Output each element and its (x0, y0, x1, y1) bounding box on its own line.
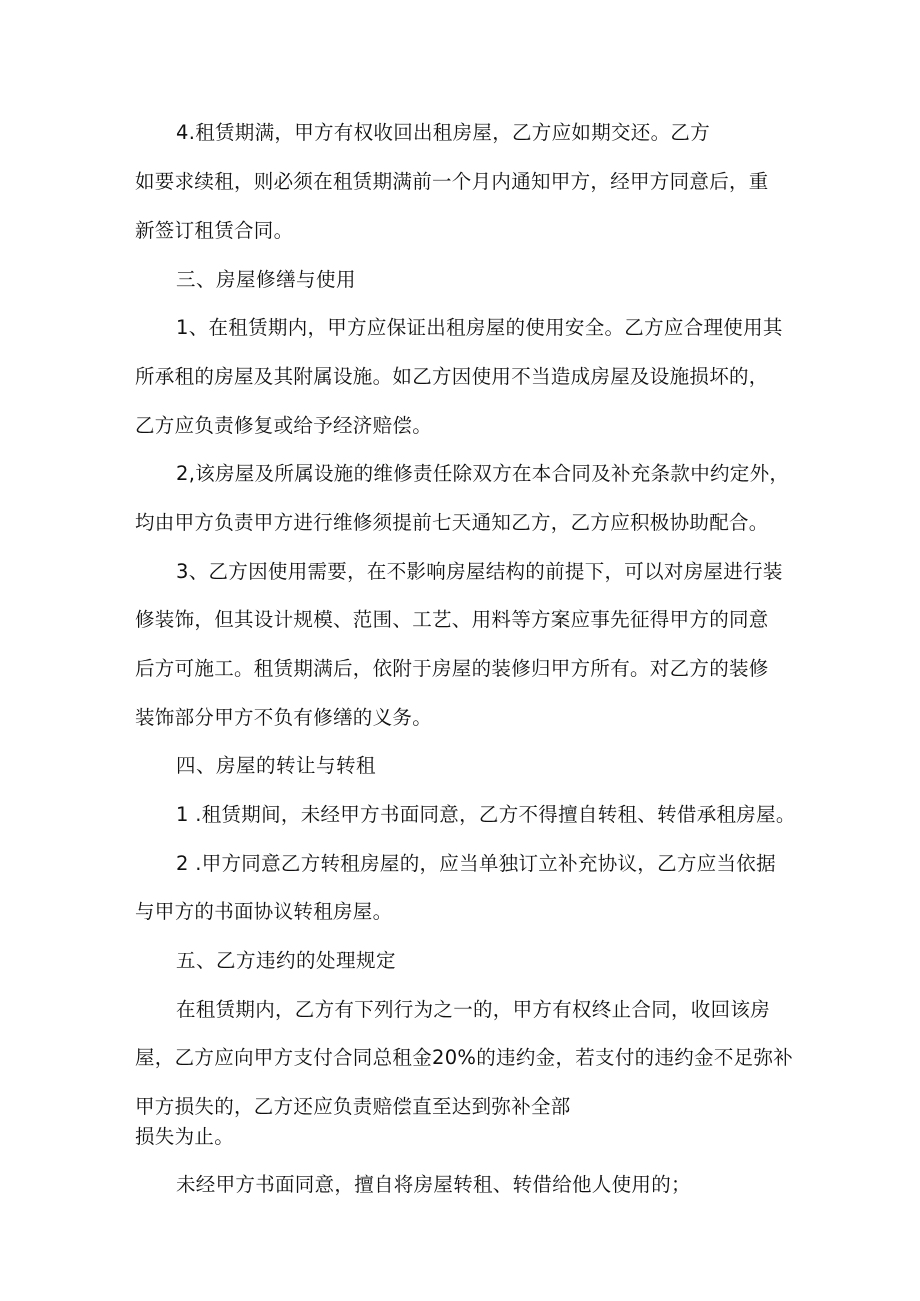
paragraph-line: 如要求续租，则必须在租赁期满前一个月内通知甲方，经甲方同意后，重 (135, 170, 769, 193)
paragraph-line: 所承租的房屋及其附属设施。如乙方因使用不当造成房屋及设施损坏的， (135, 365, 769, 388)
paragraph-line: 未经甲方书面同意，擅自将房屋转租、转借给他人使用的； (176, 1173, 691, 1196)
paragraph-line: 与甲方的书面协议转租房屋。 (135, 900, 393, 923)
paragraph-line: 3、乙方因使用需要，在不影响房屋结构的前提下，可以对房屋进行装 (176, 560, 783, 583)
paragraph-line: 新签订租赁合同。 (135, 219, 294, 242)
section-heading: 三、房屋修缮与使用 (176, 268, 357, 291)
paragraph-line: 装饰部分甲方不负有修缮的义务。 (135, 706, 433, 729)
section-heading: 五、乙方违约的处理规定 (176, 949, 397, 972)
paragraph-line: 屋，乙方应向甲方支付合同总租金20%的违约金，若支付的违约金不足弥补 (135, 1046, 794, 1069)
paragraph-line: 2 .甲方同意乙方转租房屋的，应当单独订立补充协议，乙方应当依据 (176, 852, 776, 875)
paragraph-line: 修装饰，但其设计规模、范围、工艺、用料等方案应事先征得甲方的同意 (135, 608, 769, 631)
paragraph-line: 甲方损失的，乙方还应负责赔偿直至达到弥补全部 (135, 1095, 571, 1118)
paragraph-line: 后方可施工。租赁期满后，依附于房屋的装修归甲方所有。对乙方的装修 (135, 657, 769, 680)
paragraph-line: 1、在租赁期内，甲方应保证出租房屋的使用安全。乙方应合理使用其 (176, 316, 783, 339)
paragraph-line: 2,该房屋及所属设施的维修责任除双方在本合同及补充条款中约定外， (176, 462, 790, 485)
paragraph-line: 在租赁期内，乙方有下列行为之一的，甲方有权终止合同，收回该房 (176, 998, 771, 1021)
paragraph-line: 1 .租赁期间，未经甲方书面同意，乙方不得擅自转租、转借承租房屋。 (176, 803, 796, 826)
paragraph-line: 损失为止。 (135, 1125, 235, 1148)
paragraph-line: 均由甲方负责甲方进行维修须提前七天通知乙方，乙方应积极协助配合。 (135, 511, 769, 534)
paragraph-line: 乙方应负责修复或给予经济赔偿。 (135, 414, 433, 437)
section-heading: 四、房屋的转让与转租 (176, 754, 377, 777)
paragraph-line: 4.租赁期满，甲方有权收回出租房屋，乙方应如期交还。乙方 (176, 121, 711, 144)
